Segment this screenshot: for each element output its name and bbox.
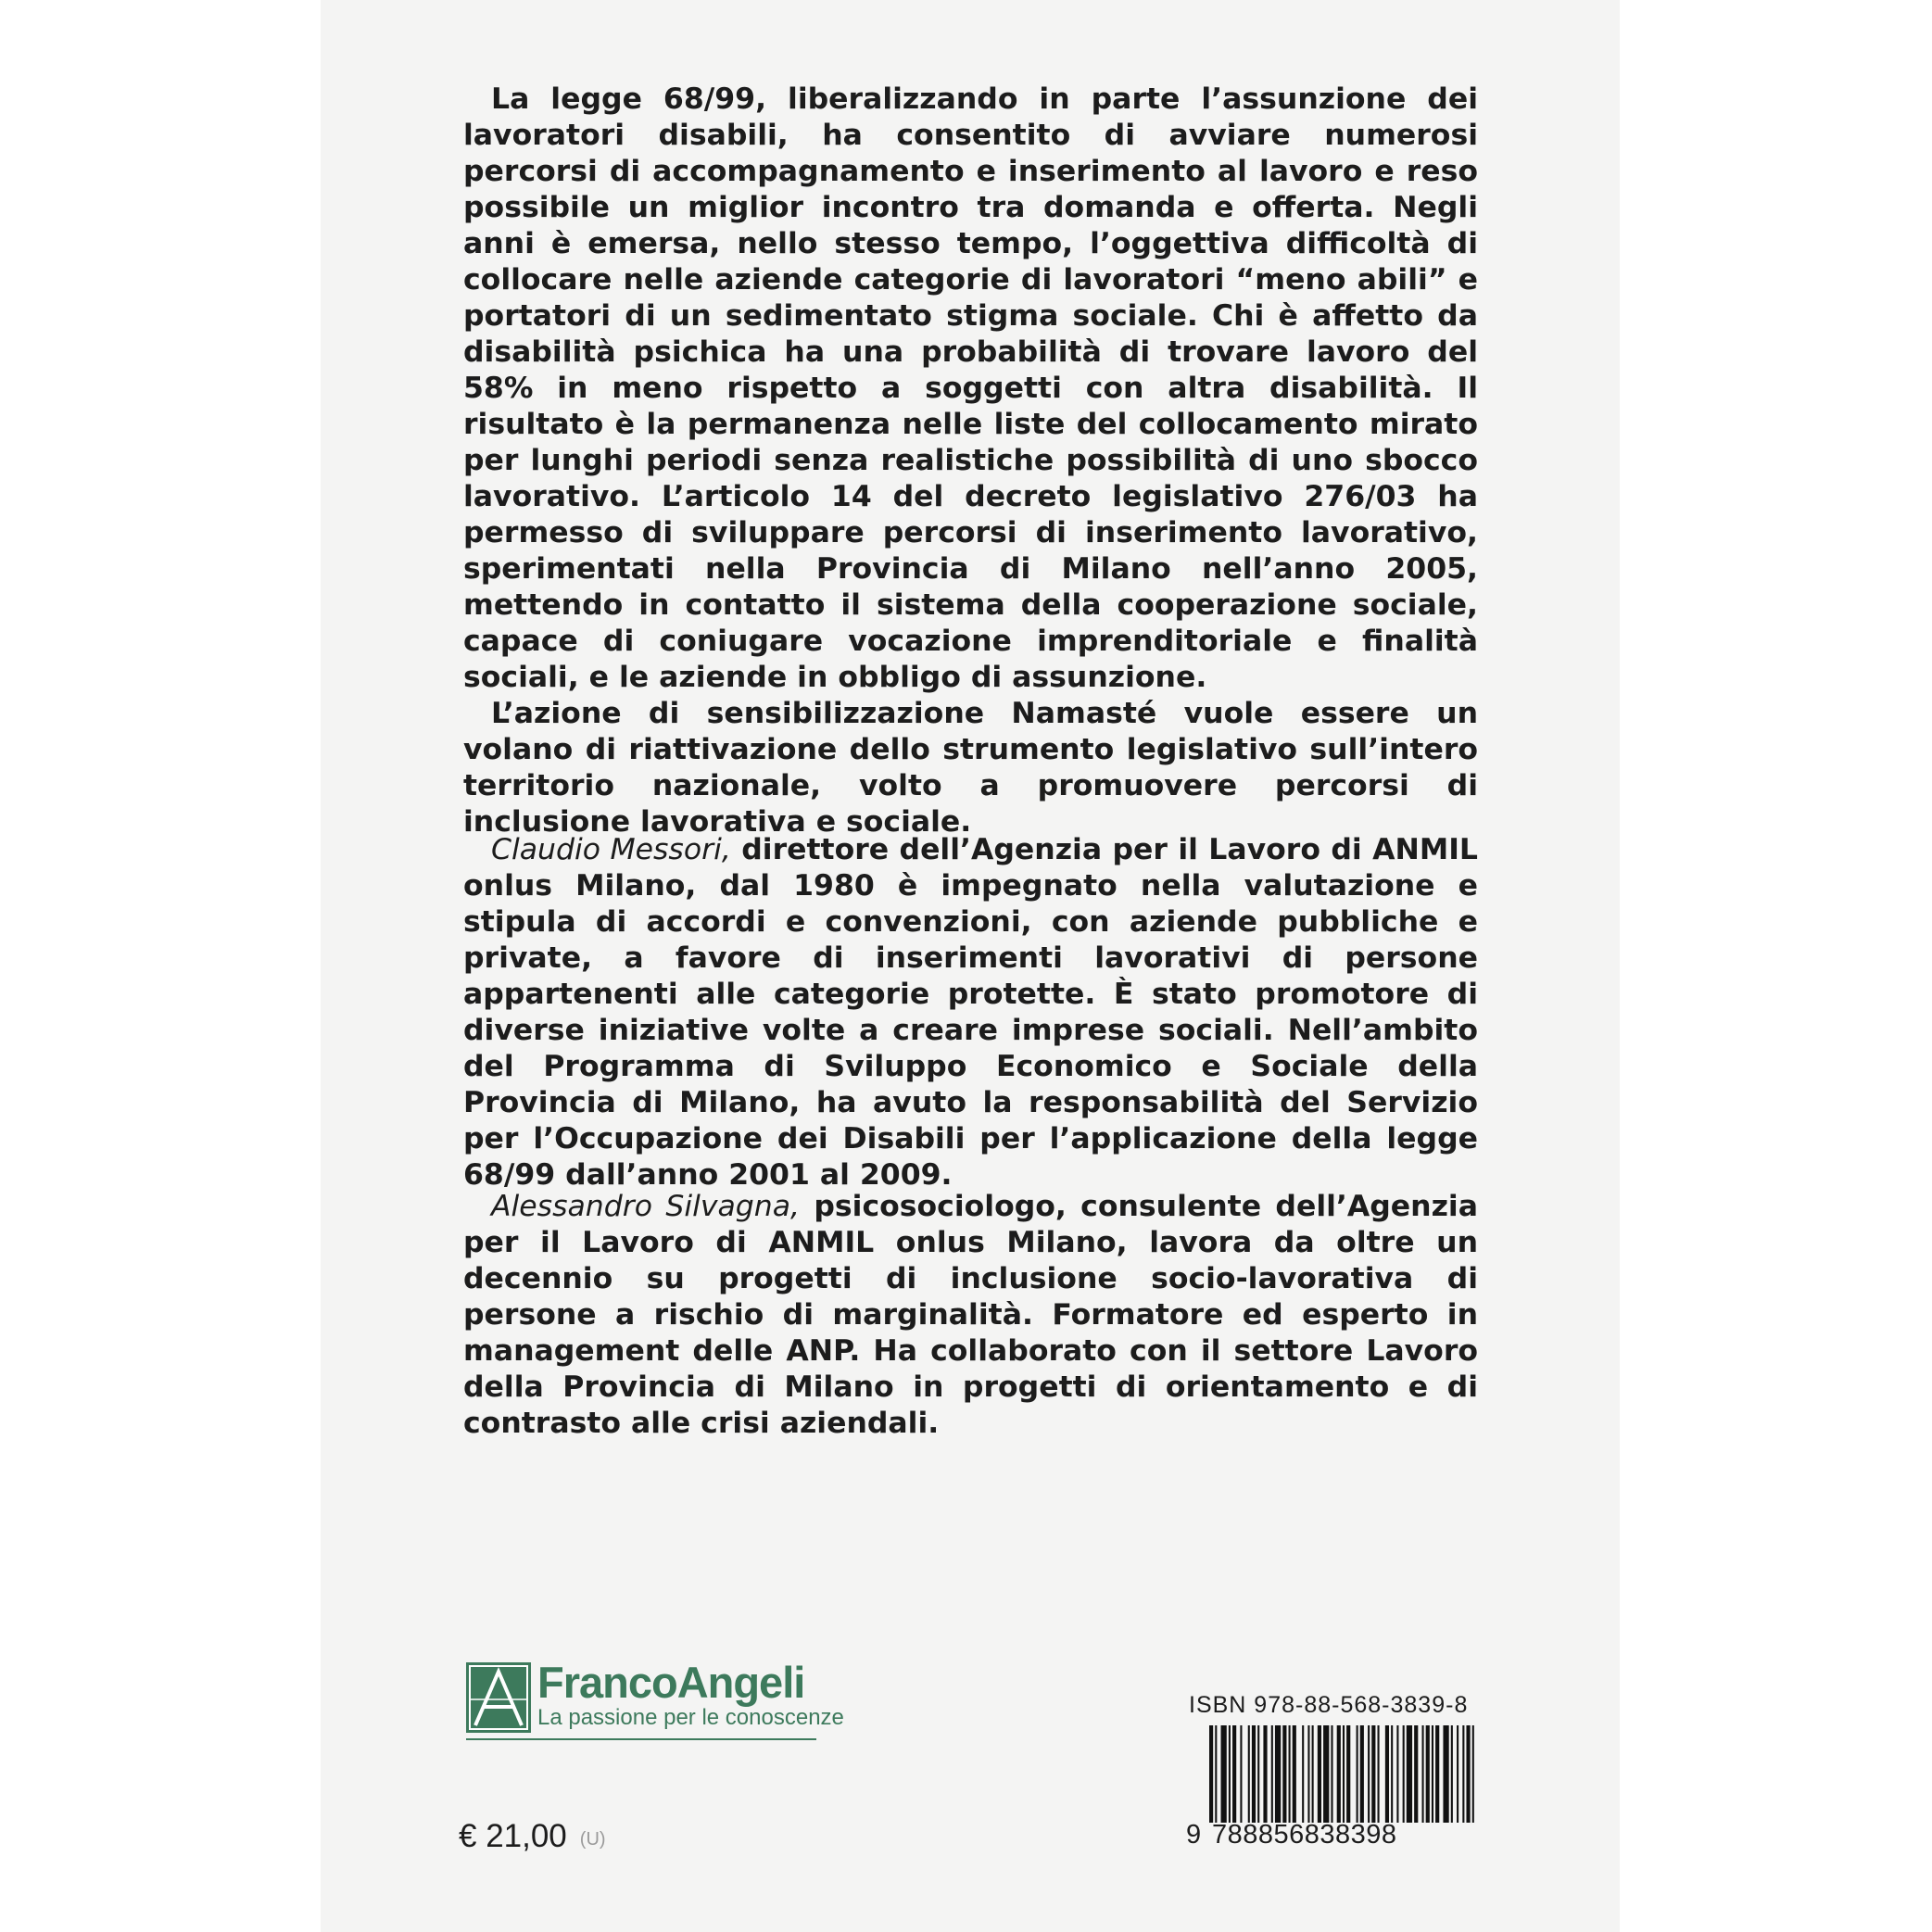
barcode-bar	[1466, 1725, 1470, 1823]
author-name: Claudio Messori,	[491, 833, 731, 866]
publisher-name: FrancoAngeli	[537, 1658, 805, 1707]
barcode	[1209, 1725, 1478, 1823]
publisher-logo	[466, 1658, 844, 1742]
barcode-bar	[1229, 1725, 1231, 1823]
author-bio-messori	[463, 832, 1478, 1193]
barcode-bar	[1209, 1725, 1213, 1823]
barcode-bar	[1407, 1725, 1412, 1823]
barcode-bar	[1248, 1725, 1250, 1823]
barcode-bar	[1312, 1725, 1314, 1823]
barcode-bar	[1271, 1725, 1273, 1823]
author-bio: direttore dell’Agenzia per il Lavoro di ANMIL onlus Milano, dal 1980 è impegnato nella valutazione e stipula di accordi e convenzioni, con aziende pubbliche e private, a favore di inserimenti lavorativi di persone appartenenti alle categorie protette. È stato promotore di diverse iniziative volte a creare imprese sociali. Nell’ambito del Programma di Sviluppo Economico e Sociale della Provincia di Milano, ha avuto la responsabilità del Servizio per l’Occupazione dei Disabili per l’applicazione della legge 68/99 dall’anno 2001 al 2009.	[463, 833, 1478, 1192]
barcode-bar	[1257, 1725, 1259, 1823]
barcode-digit-prefix: 9	[1186, 1820, 1202, 1850]
barcode-bar	[1282, 1725, 1286, 1823]
barcode-bar	[1215, 1725, 1217, 1823]
barcode-bar	[1337, 1725, 1341, 1823]
barcode-bar	[1422, 1725, 1424, 1823]
barcode-bar	[1403, 1725, 1405, 1823]
publisher-logo-icon	[466, 1662, 531, 1733]
logo-underline	[466, 1738, 816, 1740]
barcode-bar	[1323, 1725, 1329, 1823]
barcode-bar	[1426, 1725, 1430, 1823]
barcode-bar	[1275, 1725, 1281, 1823]
barcode-bar	[1368, 1725, 1370, 1823]
barcode-bar	[1457, 1725, 1458, 1823]
isbn-label: ISBN 978-88-568-3839-8	[1189, 1692, 1469, 1718]
barcode-bar	[1371, 1725, 1375, 1823]
price	[459, 1818, 606, 1855]
barcode-bar	[1293, 1725, 1296, 1823]
barcode-bar	[1252, 1725, 1256, 1823]
publisher-tagline: La passione per le conoscenze	[537, 1705, 844, 1730]
barcode-bar	[1221, 1725, 1227, 1823]
author-bio-silvagna	[463, 1189, 1478, 1442]
barcode-bar	[1378, 1725, 1380, 1823]
barcode-bar	[1343, 1725, 1345, 1823]
barcode-bar	[1414, 1725, 1418, 1823]
barcode-bar	[1357, 1725, 1358, 1823]
barcode-bar	[1360, 1725, 1364, 1823]
barcode-bar	[1263, 1725, 1267, 1823]
barcode-bar	[1396, 1725, 1398, 1823]
barcode-bar	[1232, 1725, 1236, 1823]
price-code: (U)	[579, 1829, 606, 1850]
barcode-bar	[1289, 1725, 1291, 1823]
author-bio: psicosociologo, consulente dell’Agenzia per il Lavoro di ANMIL onlus Milano, lavora da oltre un decennio su progetti di inclusione socio-lavorativa di persone a rischio di marginalità. Formatore ed esperto in management delle ANP. Ha collaborato con il settore Lavoro della Provincia di Milano in progetti di orientamento e di contrasto alle crisi aziendali.	[463, 1190, 1478, 1440]
barcode-bar	[1432, 1725, 1433, 1823]
intro-text	[463, 82, 1478, 840]
barcode-bar	[1391, 1725, 1393, 1823]
barcode-bar	[1435, 1725, 1439, 1823]
barcode-bar	[1462, 1725, 1464, 1823]
author-name: Alessandro Silvagna,	[491, 1190, 801, 1223]
barcode-bar	[1331, 1725, 1332, 1823]
barcode-digit-group: 788856838398	[1212, 1820, 1397, 1850]
barcode-bar	[1451, 1725, 1453, 1823]
intro-paragraph-2: L’azione di sensibilizzazione Namasté vuole essere un volano di riattivazione dello strumento legislativo sull’intero territorio nazionale, volto a promuovere percorsi di inclusione lavorativa e sociale.	[463, 697, 1478, 839]
barcode-bar	[1307, 1725, 1309, 1823]
price-amount: € 21,00	[459, 1818, 567, 1854]
barcode-bar	[1302, 1725, 1304, 1823]
barcode-bar	[1346, 1725, 1350, 1823]
barcode-bar	[1240, 1725, 1242, 1823]
barcode-bar	[1385, 1725, 1389, 1823]
barcode-bar	[1472, 1725, 1474, 1823]
intro-paragraph-1: La legge 68/99, liberalizzando in parte l’assunzione dei lavoratori disabili, ha consentito di avviare numerosi percorsi di accompagnamento e inserimento al lavoro e reso possibile un miglior incontro tra domanda e offerta. Negli anni è emersa, nello stesso tempo, l’oggettiva difficoltà di collocare nelle aziende categorie di lavoratori “meno abili” e portatori di un sedimentato stigma sociale. Chi è affetto da disabilità psichica ha una probabilità di trovare lavoro del 58% in meno rispetto a soggetti con altra disabilità. Il risultato è la permanenza nelle liste del collocamento mirato per lunghi periodi senza realistiche possibilità di uno sbocco lavorativo. L’articolo 14 del decreto legislativo 276/03 ha permesso di sviluppare percorsi di inserimento lavorativo, sperimentati nella Provincia di Milano nell’anno 2005, mettendo in contatto il sistema della cooperazione sociale, capace di coniugare vocazione imprenditoriale e finalità sociali, e le aziende in obbligo di assunzione.	[463, 82, 1478, 694]
barcode-bar	[1443, 1725, 1448, 1823]
barcode-bar	[1318, 1725, 1321, 1823]
